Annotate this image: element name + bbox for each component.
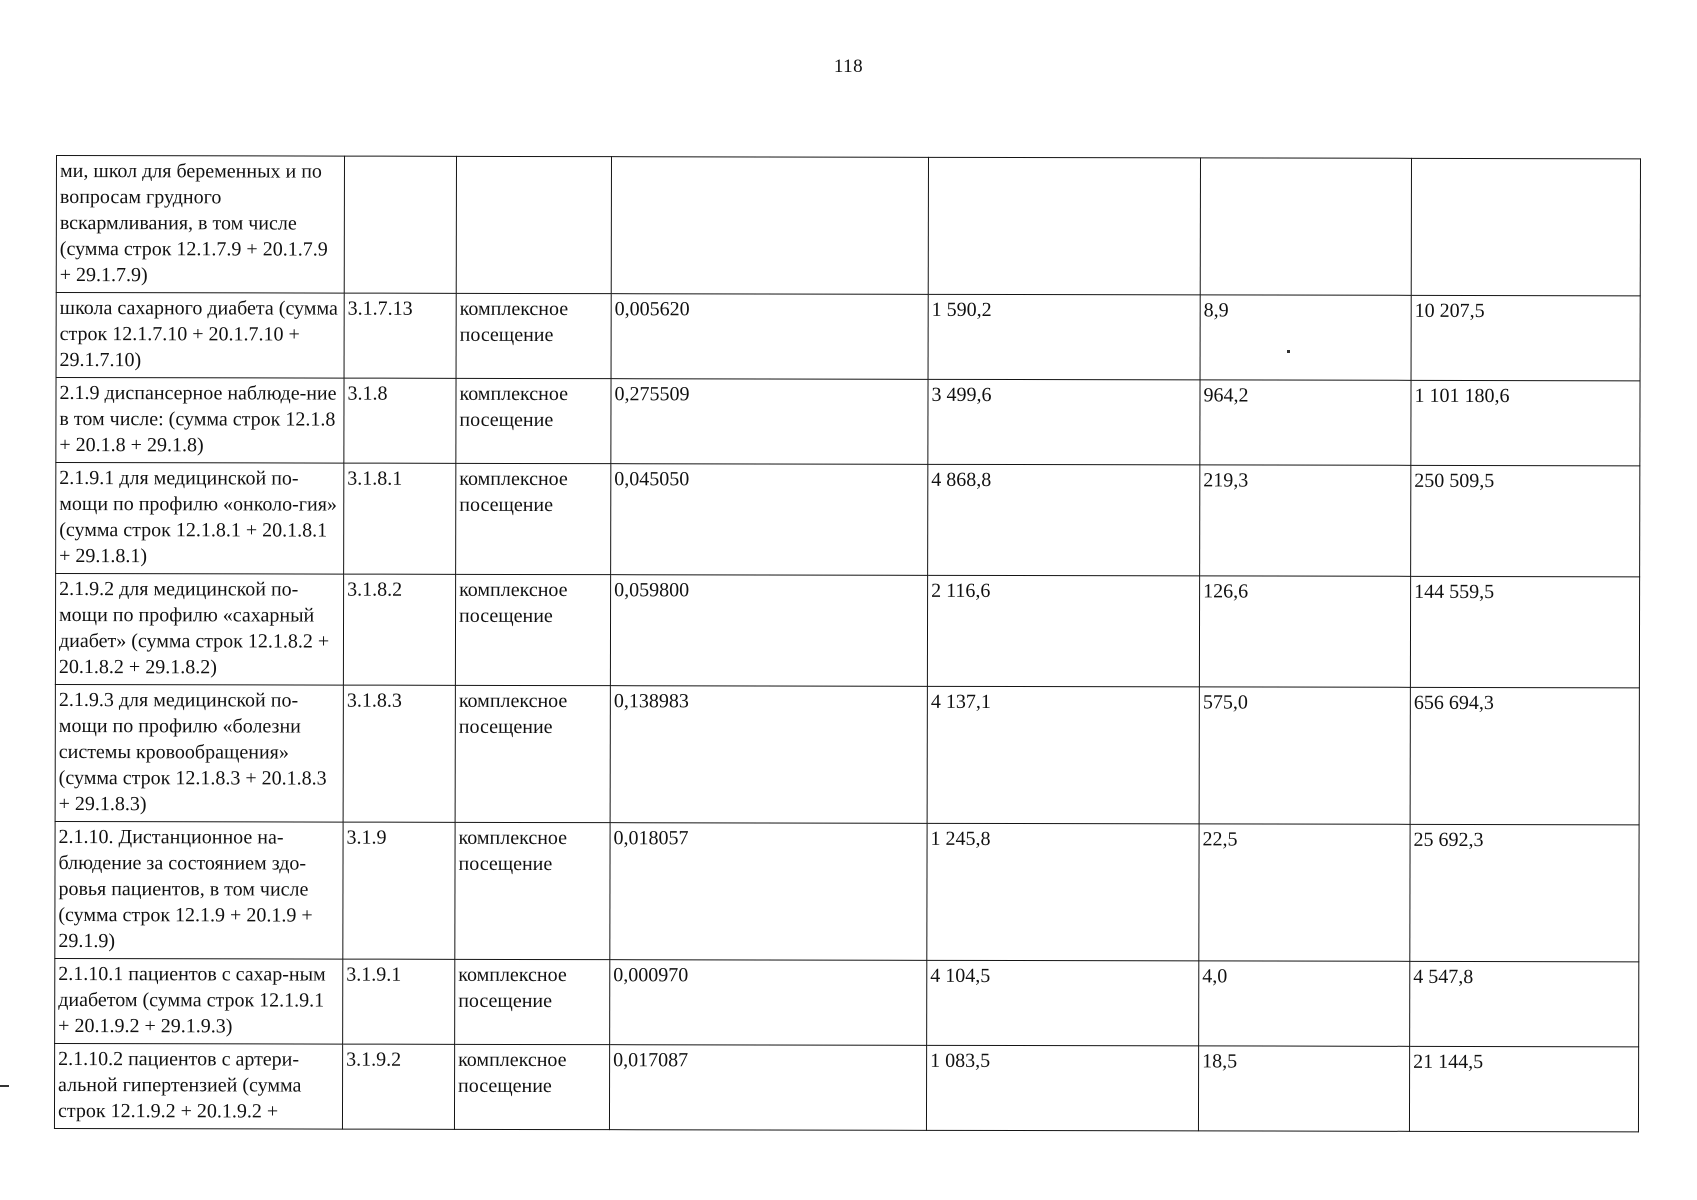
row-name-cell: ми, школ для беременных и по вопросам грудного вскармливания, в том числе (сумма строк 12.1.7.9 + 20.1.7.9 + 29.1.7.9)	[56, 156, 344, 294]
row-name-cell: 2.1.10. Дистанционное на-блюдение за состоянием здо-ровья пациентов, в том числе (сумма строк 12.1.9 + 20.1.9 + 29.1.9)	[55, 821, 343, 959]
table-row	[56, 156, 1640, 296]
row-cost-cell: 3 499,6	[928, 379, 1200, 465]
row-total-cell: 656 694,3	[1410, 687, 1639, 824]
row-per-capita-cell	[1200, 158, 1411, 295]
row-code-cell: 3.1.8.1	[344, 463, 456, 574]
row-cost-cell: 1 590,2	[928, 294, 1200, 380]
row-norm-cell: 0,005620	[611, 294, 928, 380]
row-norm-cell: 0,059800	[610, 575, 927, 687]
table-row	[56, 378, 1640, 466]
row-code-cell	[344, 156, 456, 293]
row-code-cell: 3.1.9	[343, 822, 455, 959]
row-total-cell: 250 509,5	[1411, 465, 1640, 576]
row-code-cell: 3.1.8	[344, 378, 456, 463]
row-name-cell: 2.1.10.2 пациентов с артери-альной гипертензией (сумма строк 12.1.9.2 + 20.1.9.2 +	[54, 1043, 342, 1129]
row-per-capita-cell: 575,0	[1199, 687, 1410, 824]
row-name-cell: 2.1.9.3 для медицинской по-мощи по профилю «болезни системы кровообращения» (сумма строк 12.1.8.3 + 20.1.8.3 + 29.1.8.3)	[55, 684, 343, 822]
row-unit-cell: комплексное посещение	[454, 1044, 609, 1129]
row-total-cell: 25 692,3	[1410, 824, 1639, 961]
row-per-capita-cell: 126,6	[1199, 576, 1410, 687]
row-cost-cell: 4 868,8	[928, 464, 1200, 576]
table-row	[55, 574, 1639, 688]
row-per-capita-cell: 22,5	[1199, 824, 1410, 961]
row-norm-cell	[611, 157, 928, 295]
row-cost-cell: 4 104,5	[927, 960, 1199, 1046]
row-total-cell: 10 207,5	[1411, 295, 1640, 380]
row-per-capita-cell: 18,5	[1198, 1046, 1409, 1131]
row-norm-cell: 0,000970	[610, 960, 927, 1046]
row-unit-cell	[456, 156, 611, 293]
row-name-cell: 2.1.10.1 пациентов с сахар-ным диабетом (сумма строк 12.1.9.1 + 20.1.9.2 + 29.1.9.3)	[55, 958, 343, 1044]
row-total-cell: 21 144,5	[1409, 1046, 1638, 1131]
row-name-cell: 2.1.9.1 для медицинской по-мощи по профилю «онколо-гия» (сумма строк 12.1.8.1 + 20.1.8.1 + 29.1.8.1)	[56, 463, 344, 575]
table-row	[56, 463, 1640, 577]
scan-dash-mark	[0, 1085, 9, 1087]
row-total-cell: 144 559,5	[1410, 576, 1639, 687]
data-table	[54, 155, 1641, 1132]
row-cost-cell: 4 137,1	[927, 686, 1199, 824]
row-per-capita-cell: 8,9	[1200, 295, 1411, 380]
row-per-capita-cell: 4,0	[1199, 961, 1410, 1046]
row-name-cell: 2.1.9 диспансерное наблюде-ние в том числе: (сумма строк 12.1.8 + 20.1.8 + 29.1.8)	[56, 378, 344, 464]
row-per-capita-cell: 964,2	[1200, 380, 1411, 465]
table-row	[54, 1043, 1638, 1131]
row-unit-cell: комплексное посещение	[456, 463, 611, 574]
row-norm-cell: 0,045050	[611, 464, 928, 576]
row-per-capita-cell: 219,3	[1200, 465, 1411, 576]
row-unit-cell: комплексное посещение	[455, 822, 610, 959]
row-cost-cell: 1 245,8	[927, 823, 1199, 961]
row-name-cell: 2.1.9.2 для медицинской по-мощи по профилю «сахарный диабет» (сумма строк 12.1.8.2 + 20.1.8.2 + 29.1.8.2)	[55, 574, 343, 686]
row-cost-cell: 2 116,6	[927, 575, 1199, 687]
row-cost-cell	[928, 157, 1200, 295]
row-total-cell: 1 101 180,6	[1411, 380, 1640, 465]
row-total-cell	[1411, 158, 1640, 295]
row-code-cell: 3.1.8.3	[343, 685, 455, 822]
row-norm-cell: 0,018057	[610, 823, 927, 961]
row-code-cell: 3.1.7.13	[344, 293, 456, 378]
table-row	[55, 821, 1639, 961]
table-row	[56, 293, 1640, 381]
table-row	[55, 958, 1639, 1046]
row-name-cell: школа сахарного диабета (сумма строк 12.1.7.10 + 20.1.7.10 + 29.1.7.10)	[56, 293, 344, 379]
row-unit-cell: комплексное посещение	[455, 574, 610, 685]
row-cost-cell: 1 083,5	[926, 1045, 1198, 1131]
row-norm-cell: 0,017087	[609, 1045, 926, 1131]
row-code-cell: 3.1.9.2	[342, 1044, 454, 1129]
row-unit-cell: комплексное посещение	[455, 959, 610, 1044]
table-row	[55, 684, 1639, 824]
row-norm-cell: 0,275509	[611, 379, 928, 465]
row-code-cell: 3.1.8.2	[343, 574, 455, 685]
row-total-cell: 4 547,8	[1410, 961, 1639, 1046]
row-unit-cell: комплексное посещение	[456, 378, 611, 463]
scan-dot-mark	[1287, 350, 1290, 353]
page-number: 118	[833, 56, 864, 77]
row-unit-cell: комплексное посещение	[456, 293, 611, 378]
row-norm-cell: 0,138983	[610, 686, 927, 824]
row-code-cell: 3.1.9.1	[343, 959, 455, 1044]
row-unit-cell: комплексное посещение	[455, 685, 610, 822]
